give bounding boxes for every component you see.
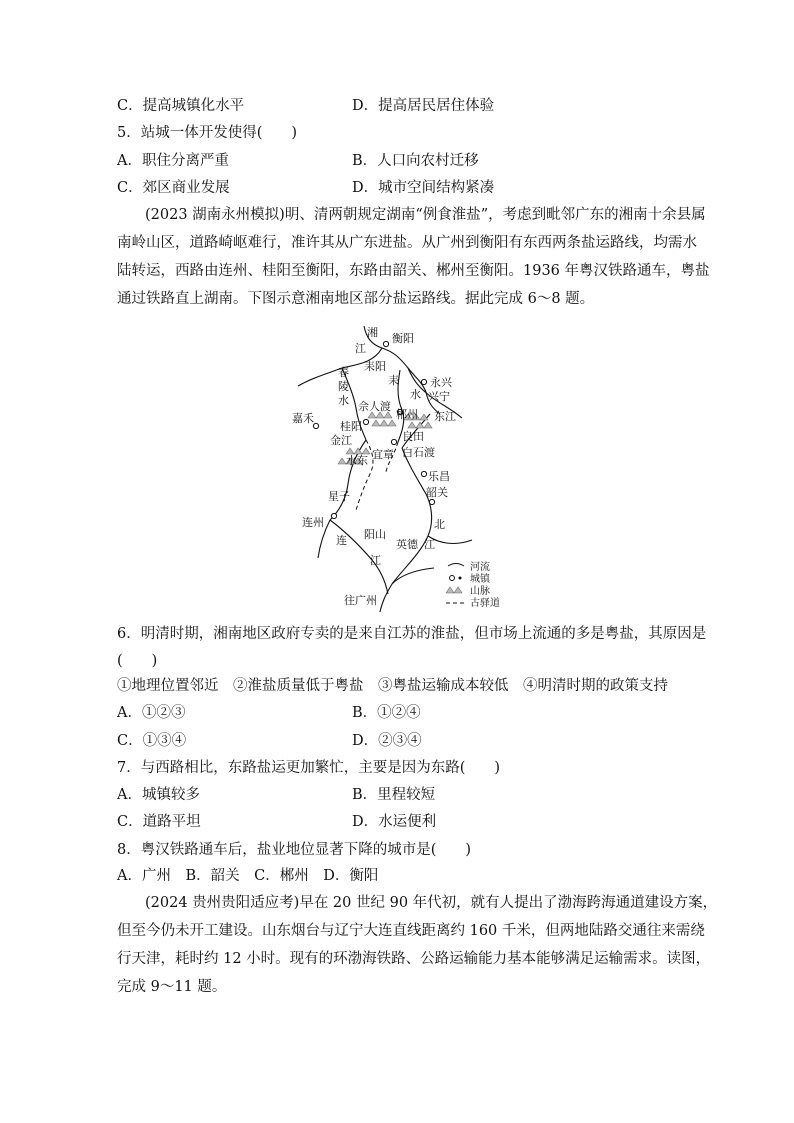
legend-river-symbol xyxy=(448,564,464,567)
q6-stem-line2: ( ) xyxy=(117,653,158,669)
passage2-line1: (2024 贵州贵阳适应考)早在 20 世纪 90 年代初，就有人提出了渤海跨海通道建设方案， xyxy=(145,895,718,911)
label-yangshan: 阳山 xyxy=(364,528,386,541)
label-hengyang: 衡阳 xyxy=(392,332,414,345)
label-jiang3: 江 xyxy=(370,554,381,567)
label-xingzi: 星子 xyxy=(328,490,350,503)
q7-option-a: A．城镇较多 xyxy=(117,787,200,803)
q6-option-a: A．①②③ xyxy=(117,705,186,721)
passage1-line2: 南岭山区，道路崎岖难行，准许其从广东进盐。从广州到衡阳有东西两条盐运路线，均需水 xyxy=(117,235,697,251)
legend-town-dot xyxy=(459,577,462,580)
label-jiang1: 江 xyxy=(355,342,366,355)
legend-mountain-symbol xyxy=(446,587,462,593)
label-wangguangzhou: 往广州 xyxy=(344,594,377,607)
town-guiyang xyxy=(363,419,368,424)
label-jiang2: 江 xyxy=(424,538,435,551)
label-lianzhou: 连州 xyxy=(302,516,324,529)
town-jiahe xyxy=(313,423,318,428)
q8-options: A．广州 B．韶关 C．郴州 D．衡阳 xyxy=(117,868,379,884)
label-yingde: 英德 xyxy=(396,538,418,551)
label-baishidu: 白石渡 xyxy=(402,446,435,459)
label-jinjiang: 金江 xyxy=(330,434,352,447)
town-hengyang xyxy=(383,341,388,346)
q7-option-b: B．里程较短 xyxy=(352,787,436,803)
q5-option-c: C．郊区商业发展 xyxy=(117,180,230,196)
q4-option-d: D．提高居民居住体验 xyxy=(352,98,495,114)
town-yongxing xyxy=(421,379,426,384)
passage1-line1: (2023 湖南永州模拟)明、清两朝规定湖南“例食淮盐”，考虑到毗邻广东的湘南十余县属 xyxy=(145,207,706,223)
q6-option-c: C．①③④ xyxy=(117,733,187,749)
passage2-line3: 行天津，耗时约 12 小时。现有的环渤海铁路、公路运输能力基本能够满足运输需求。读图， xyxy=(117,951,711,967)
label-yongxing: 永兴 xyxy=(430,376,452,389)
q6-stem-line1: 6．明清时期，湘南地区政府专卖的是来自江苏的淮盐，但市场上流通的多是粤盐，其原因是 xyxy=(117,626,707,642)
label-shui1: 水 xyxy=(338,394,349,407)
q7-option-d: D．水运便利 xyxy=(352,814,437,830)
label-chenzhou: 郴州 xyxy=(396,408,418,421)
legend-river: 河流 xyxy=(470,562,490,573)
label-chun: 春 xyxy=(338,366,349,379)
map-legend xyxy=(446,560,500,609)
passage1-line4: 通过铁路直上湖南。下图示意湘南地区部分盐运路线。据此完成 6～8 题。 xyxy=(117,291,595,307)
q6-option-b: B．①②④ xyxy=(352,705,421,721)
label-lei: 耒 xyxy=(388,374,399,387)
label-shuidong: 水东 xyxy=(346,454,368,467)
label-lian: 连 xyxy=(336,534,347,547)
town-yizhang xyxy=(391,439,396,444)
label-sherendu: 佘人渡 xyxy=(358,400,391,413)
passage2-line4: 完成 9～11 题。 xyxy=(117,979,227,995)
label-lechang: 乐昌 xyxy=(428,470,450,483)
q5-stem: 5．站城一体开发使得( ) xyxy=(117,125,298,141)
label-xiang: 湘 xyxy=(367,326,378,339)
q7-option-c: C．道路平坦 xyxy=(117,814,201,830)
q6-items: ①地理位置邻近 ②淮盐质量低于粤盐 ③粤盐运输成本较低 ④明清时期的政策支持 xyxy=(117,678,668,694)
q5-option-b: B．人口向农村迁移 xyxy=(352,153,479,169)
passage1-line3: 陆转运，西路由连州、桂阳至衡阳，东路由韶关、郴州至衡阳。1936 年粤汉铁路通车，粤盐 xyxy=(117,263,710,279)
town-lechang xyxy=(421,471,426,476)
label-leiyang: 耒阳 xyxy=(364,360,386,373)
label-xingning: 兴宁 xyxy=(428,390,450,403)
label-ling: 陵 xyxy=(338,380,349,393)
q6-option-d: D．②③④ xyxy=(352,733,422,749)
label-dongjiang: 东江 xyxy=(434,410,456,423)
q8-stem: 8．粤汉铁路通车后，盐业地位显著下降的城市是( ) xyxy=(117,842,472,858)
q5-option-a: A．职住分离严重 xyxy=(117,153,229,169)
salt-route-map xyxy=(290,322,510,614)
label-yizhang: 宜章 xyxy=(372,448,394,461)
legend-mountain: 山脉 xyxy=(470,586,490,597)
town-shaoguan xyxy=(429,499,434,504)
q7-stem: 7．与西路相比，东路盐运更加繁忙，主要是因为东路( ) xyxy=(117,760,501,776)
label-liangtian: 良田 xyxy=(402,430,424,443)
legend-town-symbol xyxy=(450,576,455,581)
passage2-line2: 但至今仍未开工建设。山东烟台与辽宁大连直线距离约 160 千米，但两地陆路交通往来需绕 xyxy=(117,923,705,939)
town-lianzhou xyxy=(331,513,336,518)
legend-road: 古驿道 xyxy=(470,598,500,609)
label-guiyang: 桂阳 xyxy=(340,420,362,433)
label-shaoguan: 韶关 xyxy=(426,486,448,499)
label-shui2: 水 xyxy=(410,388,421,401)
legend-town: 城镇 xyxy=(470,574,490,585)
label-jiahe: 嘉禾 xyxy=(292,412,314,425)
q5-option-d: D．城市空间结构紧凑 xyxy=(352,180,495,196)
label-bei: 北 xyxy=(434,518,445,531)
q4-option-c: C．提高城镇化水平 xyxy=(117,98,245,114)
